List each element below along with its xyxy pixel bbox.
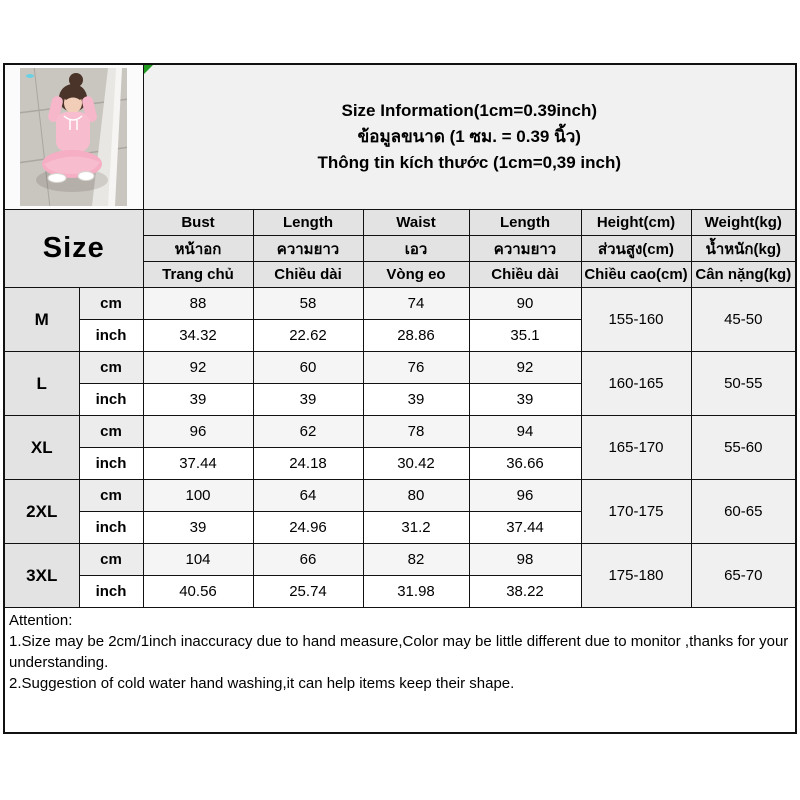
col-header-height-th: ส่วนสูง(cm) xyxy=(581,236,691,262)
col-header-bust-th: หน้าอก xyxy=(143,236,253,262)
size-label-2xl: 2XL xyxy=(4,480,79,544)
title-vietnamese: Thông tin kích thước (1cm=0,39 inch) xyxy=(317,153,622,172)
value-cell: 37.44 xyxy=(469,512,581,544)
value-cell: 39 xyxy=(143,512,253,544)
title-block xyxy=(143,64,796,210)
unit-label-inch: inch xyxy=(79,576,143,608)
height-range: 160-165 xyxy=(581,352,691,416)
value-cell: 88 xyxy=(143,288,253,320)
col-header-length-vi: Chiều dài xyxy=(253,262,363,288)
value-cell: 22.62 xyxy=(253,320,363,352)
value-cell: 74 xyxy=(363,288,469,320)
weight-range: 50-55 xyxy=(691,352,796,416)
value-cell: 24.96 xyxy=(253,512,363,544)
product-photo xyxy=(20,68,127,206)
value-cell: 39 xyxy=(363,384,469,416)
col-header-length-th: ความยาว xyxy=(253,236,363,262)
value-cell: 90 xyxy=(469,288,581,320)
unit-label-cm: cm xyxy=(79,480,143,512)
title-thai: ข้อมูลขนาด (1 ซม. = 0.39 นิ้ว) xyxy=(357,127,581,146)
size-column-header: Size xyxy=(4,210,143,288)
col-header-bust-vi: Trang chủ xyxy=(143,262,253,288)
value-cell: 92 xyxy=(469,352,581,384)
value-cell: 104 xyxy=(143,544,253,576)
size-label-m: M xyxy=(4,288,79,352)
col-header-weight-en: Weight(kg) xyxy=(691,210,796,236)
height-range: 155-160 xyxy=(581,288,691,352)
value-cell: 39 xyxy=(469,384,581,416)
value-cell: 66 xyxy=(253,544,363,576)
col-header-length-en: Length xyxy=(253,210,363,236)
weight-range: 65-70 xyxy=(691,544,796,608)
value-cell: 96 xyxy=(469,480,581,512)
unit-label-inch: inch xyxy=(79,384,143,416)
height-range: 165-170 xyxy=(581,416,691,480)
value-cell: 31.98 xyxy=(363,576,469,608)
col-header-bust-en: Bust xyxy=(143,210,253,236)
value-cell: 39 xyxy=(143,384,253,416)
col-header-weight-th: น้ำหนัก(kg) xyxy=(691,236,796,262)
value-cell: 25.74 xyxy=(253,576,363,608)
height-range: 170-175 xyxy=(581,480,691,544)
size-table xyxy=(3,63,797,734)
value-cell: 78 xyxy=(363,416,469,448)
unit-label-cm: cm xyxy=(79,288,143,320)
value-cell: 92 xyxy=(143,352,253,384)
value-cell: 96 xyxy=(143,416,253,448)
col-header-height-vi: Chiều cao(cm) xyxy=(581,262,691,288)
size-label-3xl: 3XL xyxy=(4,544,79,608)
product-photo-cell xyxy=(4,64,143,210)
col-header-waist-en: Waist xyxy=(363,210,469,236)
value-cell: 30.42 xyxy=(363,448,469,480)
value-cell: 76 xyxy=(363,352,469,384)
col-header-length2-vi: Chiều dài xyxy=(469,262,581,288)
value-cell: 82 xyxy=(363,544,469,576)
value-cell: 60 xyxy=(253,352,363,384)
col-header-waist-th: เอว xyxy=(363,236,469,262)
unit-label-inch: inch xyxy=(79,448,143,480)
value-cell: 80 xyxy=(363,480,469,512)
value-cell: 58 xyxy=(253,288,363,320)
value-cell: 31.2 xyxy=(363,512,469,544)
attention-heading: Attention: xyxy=(9,612,73,629)
title-english: Size Information(1cm=0.39inch) xyxy=(341,101,598,120)
col-header-height-en: Height(cm) xyxy=(581,210,691,236)
attention-notes xyxy=(4,608,796,734)
value-cell: 98 xyxy=(469,544,581,576)
value-cell: 35.1 xyxy=(469,320,581,352)
size-info-sheet xyxy=(3,63,797,734)
value-cell: 34.32 xyxy=(143,320,253,352)
value-cell: 64 xyxy=(253,480,363,512)
col-header-waist-vi: Vòng eo xyxy=(363,262,469,288)
unit-label-inch: inch xyxy=(79,320,143,352)
weight-range: 60-65 xyxy=(691,480,796,544)
col-header-length2-en: Length xyxy=(469,210,581,236)
value-cell: 100 xyxy=(143,480,253,512)
size-label-xl: XL xyxy=(4,416,79,480)
value-cell: 36.66 xyxy=(469,448,581,480)
col-header-length2-th: ความยาว xyxy=(469,236,581,262)
value-cell: 94 xyxy=(469,416,581,448)
height-range: 175-180 xyxy=(581,544,691,608)
value-cell: 38.22 xyxy=(469,576,581,608)
value-cell: 62 xyxy=(253,416,363,448)
unit-label-cm: cm xyxy=(79,544,143,576)
attention-note-2: 2.Suggestion of cold water hand washing,it can help items keep their shape. xyxy=(9,675,515,692)
value-cell: 40.56 xyxy=(143,576,253,608)
value-cell: 39 xyxy=(253,384,363,416)
size-label-l: L xyxy=(4,352,79,416)
unit-label-cm: cm xyxy=(79,352,143,384)
weight-range: 45-50 xyxy=(691,288,796,352)
unit-label-cm: cm xyxy=(79,416,143,448)
value-cell: 37.44 xyxy=(143,448,253,480)
col-header-weight-vi: Cân nặng(kg) xyxy=(691,262,796,288)
value-cell: 28.86 xyxy=(363,320,469,352)
attention-note-1: 1.Size may be 2cm/1inch inaccuracy due to hand measure,Color may be little different due to monitor ,thanks for your understanding. xyxy=(9,633,789,671)
unit-label-inch: inch xyxy=(79,512,143,544)
weight-range: 55-60 xyxy=(691,416,796,480)
value-cell: 24.18 xyxy=(253,448,363,480)
green-corner-flag-icon xyxy=(144,65,153,74)
